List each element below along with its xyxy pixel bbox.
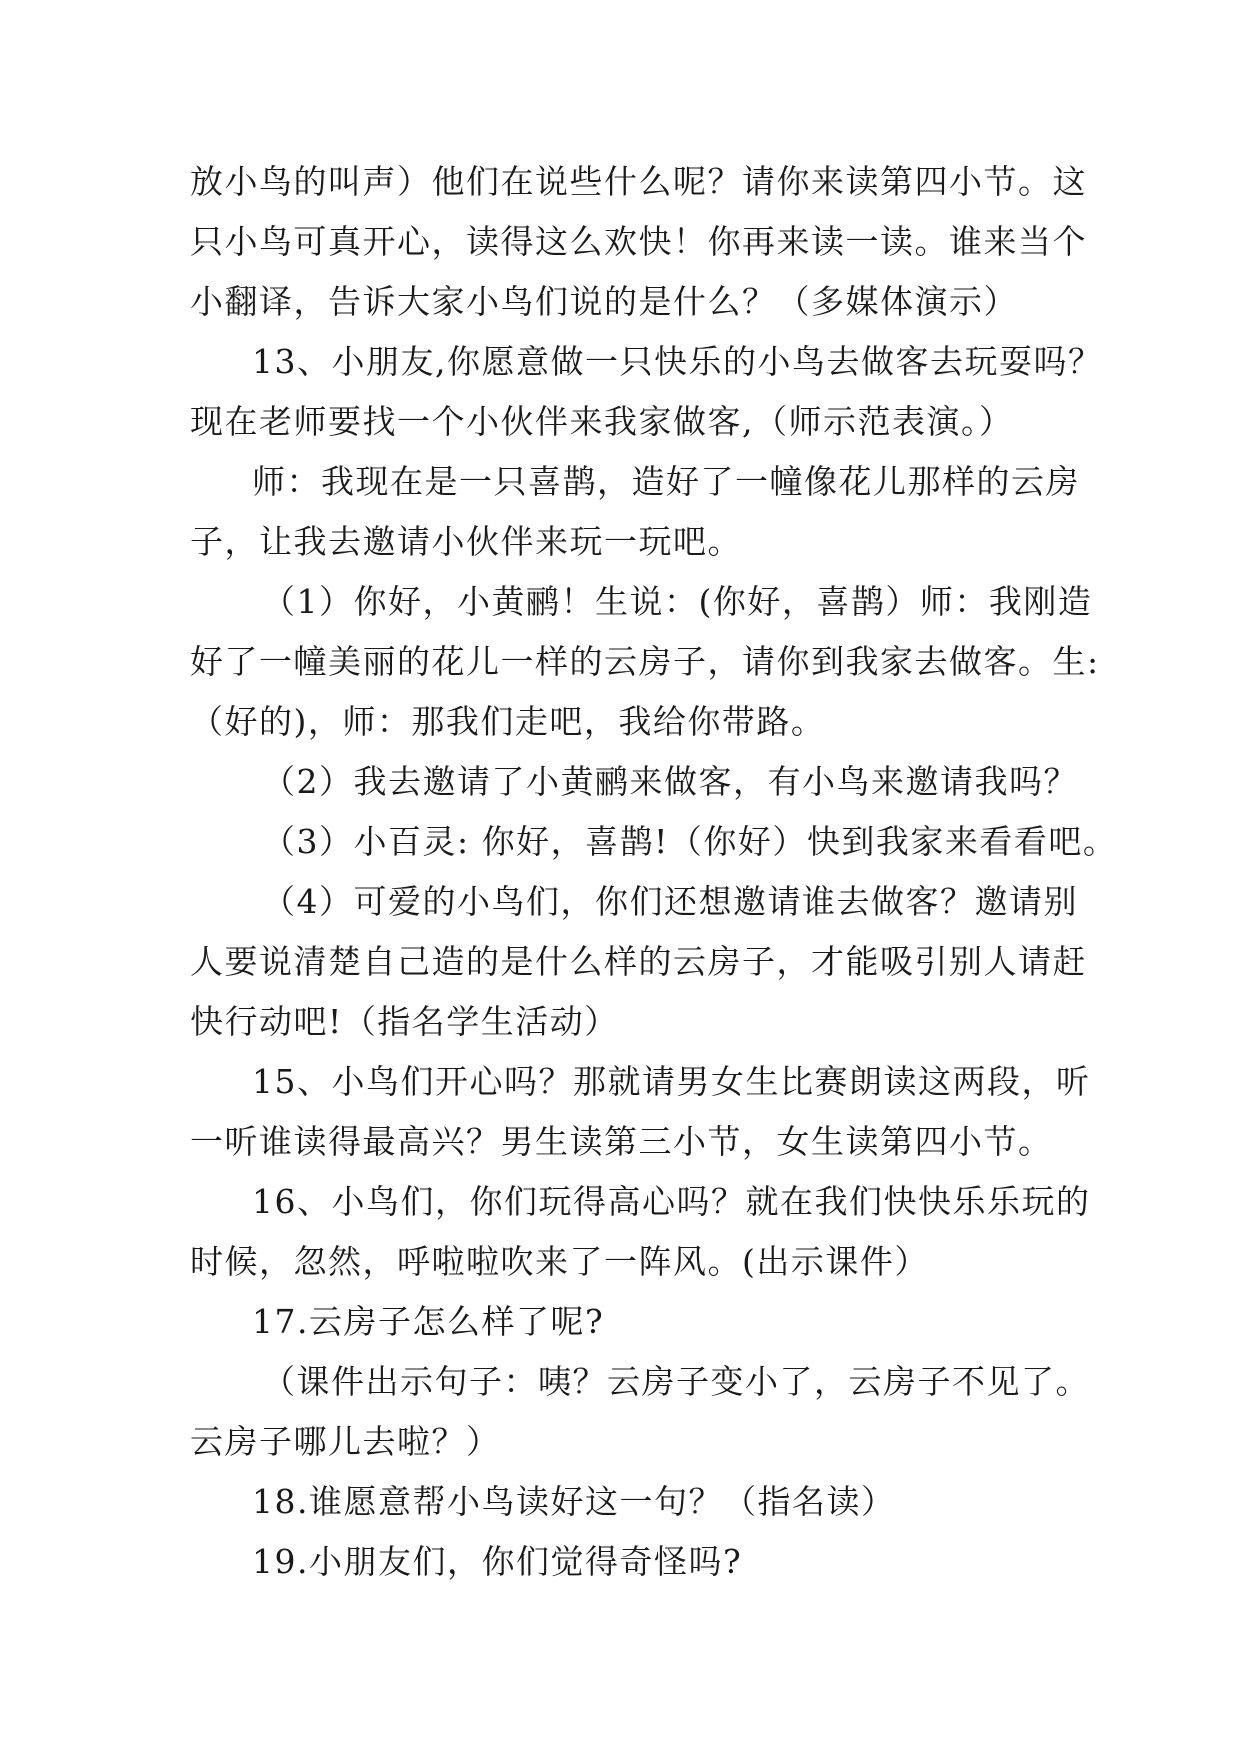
- paragraph-16-start: 16、小鸟们，你们玩得高心吗？就在我们快快乐乐玩的: [252, 1182, 1091, 1221]
- paragraph-15-start: 15、小鸟们开心吗？那就请男女生比赛朗读这两段，听: [252, 1062, 1091, 1101]
- text-line: （好的)，师：那我们走吧，我给你带路。: [190, 702, 826, 741]
- paragraph-13-start: 13、小朋友,你愿意做一只快乐的小鸟去做客去玩耍吗？: [252, 342, 1103, 381]
- item-4-start: （4）可爱的小鸟们，你们还想邀请谁去做客？邀请别: [262, 882, 1078, 921]
- text-line: 现在老师要找一个小伙伴来我家做客,（师示范表演。）: [190, 402, 1014, 441]
- text-line: 放小鸟的叫声）他们在说些什么呢？请你来读第四小节。这: [190, 162, 1087, 201]
- text-line: 快行动吧!（指名学生活动）: [190, 1002, 619, 1041]
- text-line: 小翻译，告诉大家小鸟们说的是什么？（多媒体演示）: [190, 282, 1018, 321]
- text-line: 云房子哪儿去啦？）: [190, 1422, 501, 1461]
- text-line: 一听谁读得最高兴？男生读第三小节，女生读第四小节。: [190, 1122, 1053, 1161]
- paragraph-18: 18.谁愿意帮小鸟读好这一句？（指名读）: [252, 1482, 896, 1521]
- paragraph-19: 19.小朋友们，你们觉得奇怪吗?: [252, 1542, 743, 1581]
- teacher-line-start: 师：我现在是一只喜鹊，造好了一幢像花儿那样的云房: [252, 462, 1080, 501]
- paragraph-17: 17.云房子怎么样了呢?: [252, 1302, 605, 1341]
- courseware-sentence-start: （课件出示句子：咦？云房子变小了，云房子不见了。: [262, 1362, 1090, 1401]
- item-2: （2）我去邀请了小黄鹂来做客，有小鸟来邀请我吗？: [262, 762, 1078, 801]
- document-body: [190, 152, 1118, 1592]
- text-line: 时候，忽然，呼啦啦吹来了一阵风。(出示课件）: [190, 1242, 929, 1281]
- item-3: （3）小百灵: 你好，喜鹊!（你好）快到我家来看看吧。: [262, 822, 1118, 861]
- text-line: 只小鸟可真开心，读得这么欢快！你再来读一读。谁来当个: [190, 222, 1087, 261]
- text-line: 好了一幢美丽的花儿一样的云房子，请你到我家去做客。生:: [190, 642, 1100, 681]
- text-line: 人要说清楚自己造的是什么样的云房子，才能吸引别人请赶: [190, 942, 1087, 981]
- text-line: 子，让我去邀请小伙伴来玩一玩吧。: [190, 522, 742, 561]
- item-1-start: （1）你好，小黄鹂！生说：(你好，喜鹊）师：我刚造: [262, 582, 1093, 621]
